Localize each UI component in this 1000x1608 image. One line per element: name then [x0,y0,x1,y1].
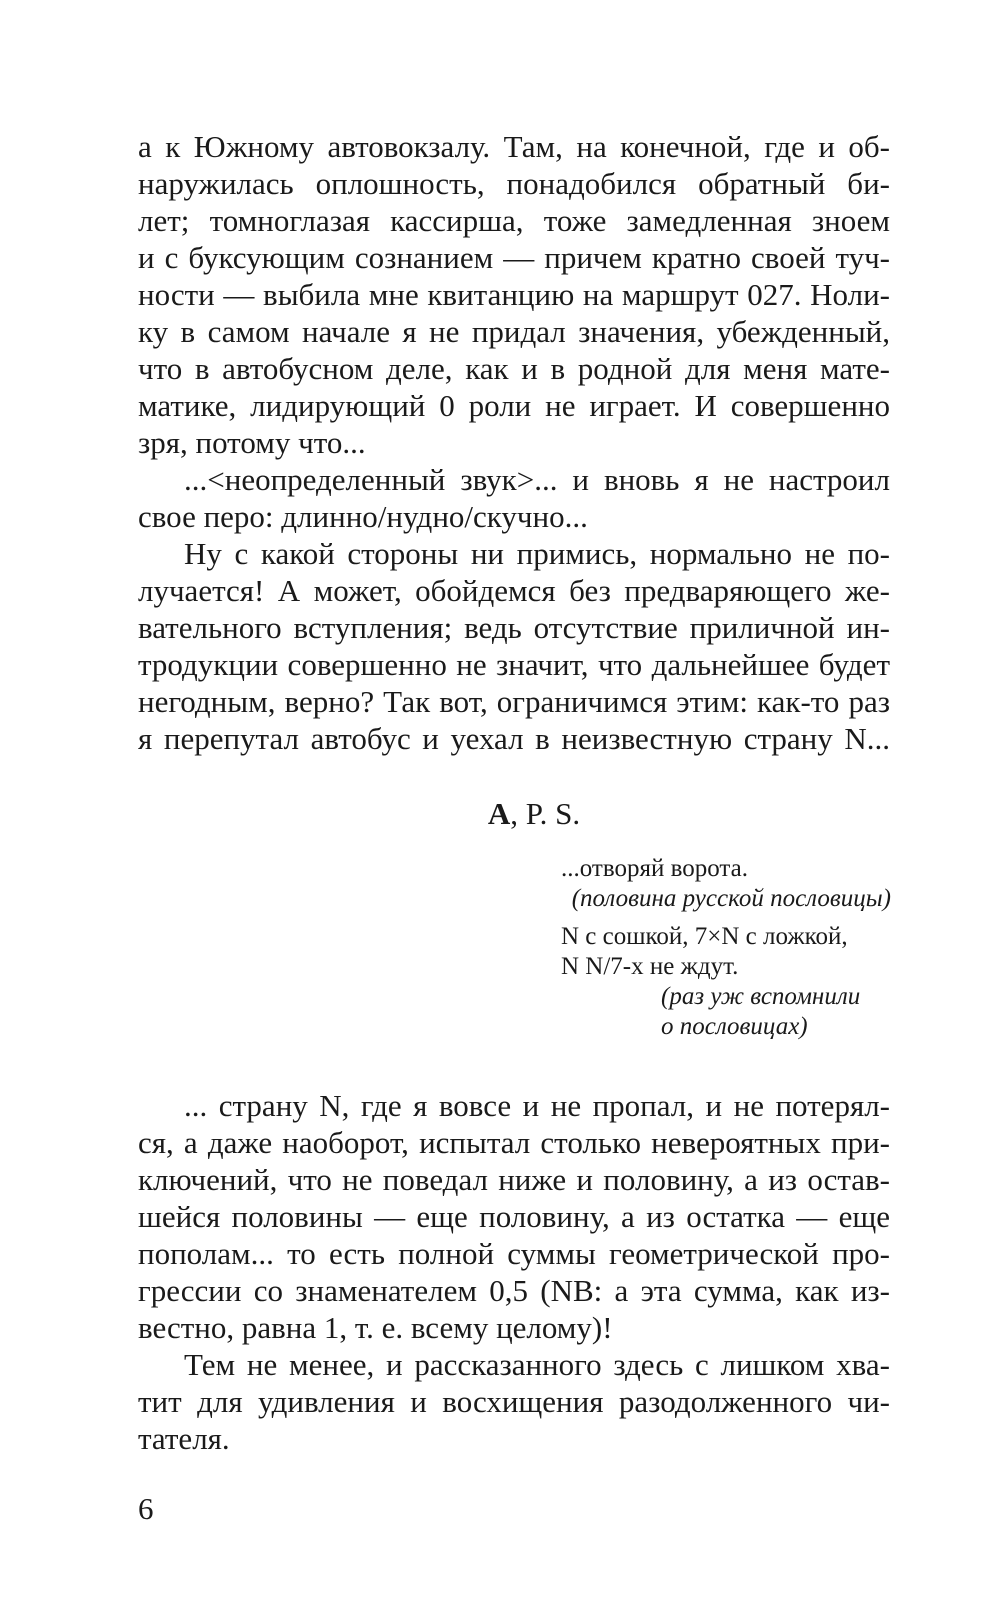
page-body [138,128,890,1457]
text-line: ся, а даже наоборот, испытал столько невероятных при- [138,1125,890,1160]
text-line: наружилась оплошность, понадобился обратный би- [138,166,890,201]
epigraph-1-text: ...отворяй ворота. [561,855,748,882]
text-line: зря, потому что... [138,425,366,460]
epigraph-1-source: (половина русской пословицы) [571,885,891,912]
text-line: тателя. [138,1421,230,1456]
page-number: 6 [138,1491,154,1526]
paragraph-4 [138,1087,890,1346]
text-line: лучается! А может, обойдемся без предваряющего же- [138,573,890,608]
text-line: ку в самом начале я не придал значения, убежденный, [138,314,890,349]
text-line: пополам... то есть полной суммы геометрической про- [138,1236,890,1271]
section-heading [138,795,890,832]
paragraph-3 [138,535,890,757]
text-line: Ну с какой стороны ни примись, нормально не по- [184,536,890,571]
text-line: ...<неопределенный звук>... и вновь я не настроил [184,462,890,497]
text-line: ... страну N, где я вовсе и не пропал, и не потерял- [184,1088,890,1123]
text-line: лет; томноглазая кассирша, тоже замедленная зноем [138,203,890,238]
section-heading-bold: A [487,796,511,831]
text-line: тродукции совершенно не значит, что дальнейшее будет [138,647,890,682]
text-line: ности — выбила мне квитанцию на маршрут 027. Ноли- [138,277,890,312]
text-line: вестно, равна 1, т. е. всему целому)! [138,1310,613,1345]
section-heading-rest: , P. S. [510,796,581,831]
text-line: ключений, что не поведал ниже и половину, а из остав- [138,1162,890,1197]
epigraph-2-source-line: о пословицах) [661,1013,808,1040]
text-line: матике, лидирующий 0 роли не играет. И совершенно [138,388,890,423]
text-line: шейся половины — еще половину, а из остатка — еще [138,1199,890,1234]
text-line: грессии со знаменателем 0,5 (NB: а эта сумма, как из- [138,1273,890,1308]
epigraph-2-source-line: (раз уж вспомнили [661,983,861,1010]
epigraph-2-line: N с сошкой, 7×N с ложкой, [561,923,848,950]
paragraph-5 [138,1346,890,1457]
epigraph-2-line: N N/7-х не ждут. [561,953,739,980]
text-line: я перепутал автобус и уехал в неизвестную страну N... [138,721,890,756]
text-line: тит для удивления и восхищения разодолженного чи- [138,1384,890,1419]
epigraph-2-source [661,982,891,1042]
text-line: Тем не менее, и рассказанного здесь с лишком хва- [184,1347,890,1382]
text-line: и с буксующим сознанием — причем кратно своей туч- [138,240,890,275]
paragraph-1 [138,128,890,461]
paragraph-2 [138,461,890,535]
text-line: негодным, верно? Так вот, ограничимся этим: как-то раз [138,684,890,719]
text-line: а к Южному автовокзалу. Там, на конечной, где и об- [138,129,890,164]
text-line: что в автобусном деле, как и в родной для меня мате- [138,351,890,386]
text-line: свое перо: длинно/нудно/скучно... [138,499,588,534]
epigraphs [561,854,891,1042]
text-line: вательного вступления; ведь отсутствие приличной ин- [138,610,890,645]
